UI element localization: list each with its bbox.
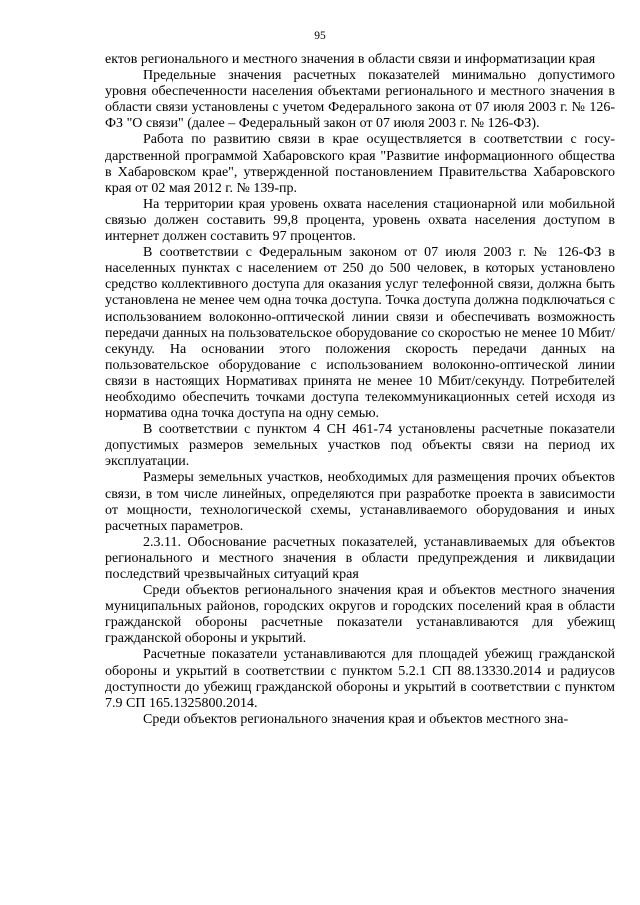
paragraph-3: Работа по развитию связи в крае осуществляется в соответствии с государственной программой Хабаровского края "Развитие информационного общества в Хабаровском крае", утвержденной постановлением Правительства Хабаровского края от 02 мая 2012 г. № 139-пр. <box>105 132 615 196</box>
paragraph-2: Предельные значения расчетных показателей минимально допустимого уровня обеспеченности населения объектами регионального и местного значения в области связи установлены с учетом Федерального закона от 07 июля 2003 г. № 126-ФЗ "О связи" (далее – Федеральный закон от 07 июля 2003 г. № 126-ФЗ). <box>105 68 615 132</box>
page-number: 95 <box>314 30 326 42</box>
paragraph-6: В соответствии с пунктом 4 СН 461-74 установлены расчетные показатели допустимых размеров земельных участков под объекты связи на период их эксплуатации. <box>105 422 615 470</box>
paragraph-4: На территории края уровень охвата населения стационарной или мобильной связью должен составить 99,8 процента, уровень охвата населения доступом в интернет должен составить 97 процентов. <box>105 196 615 245</box>
paragraph-1: ектов регионального и местного значения в области связи и информатизации края <box>105 52 596 67</box>
paragraph-10: Расчетные показатели устанавливаются для площадей убежищ гражданской обороны и укрытий в соответствии с пунктом 5.2.1 СП 88.13330.2014 и радиусов доступности до убежищ гражданской обороны и укрытий в соответствии с пунктом 7.9 СП 165.1325800.2014. <box>105 647 615 711</box>
document-body <box>105 52 615 728</box>
paragraph-7: Размеры земельных участков, необходимых для размещения прочих объектов связи, в том числе линейных, определяются при разработке проекта в зависимости от мощности, технологической схемы, устанавливаемого оборудования и иных расчетных параметров. <box>105 470 615 534</box>
paragraph-9: Среди объектов регионального значения края и объектов местного значения муниципальных районов, городских округов и городских поселений края в области гражданской обороны расчетные показатели устанавливаются для убежищ гражданской обороны и укрытий. <box>105 583 615 647</box>
paragraph-11: Среди объектов регионального значения края и объектов местного зна- <box>143 711 569 727</box>
paragraph-5: В соответствии с Федеральным законом от 07 июля 2003 г. № 126-ФЗ в населенных пунктах с населением от 250 до 500 человек, в которых установлено средство коллективного доступа для оказания услуг телефонной связи, должна быть установлена не менее чем одна точка доступа. Точка доступа должна подключаться с использованием волоконно-оптической линии связи и обеспечивать возможность передачи данных на пользовательское оборудование со скоростью не менее 10 Мбит/секунду. На основании этого положения скорость передачи данных на пользовательское оборудование с использованием волоконно-оптической линии связи в настоящих Нормативах принята не менее 10 Мбит/секунду. Потребителей необходимо обеспечить точками доступа телекоммуникационных сетей исходя из норматива одна точка доступа на одну семью. <box>105 245 615 422</box>
section-heading-2-3-11: 2.3.11. Обоснование расчетных показателей, устанавливаемых для объектов регионального и местного значения в области предупреждения и ликвидации последствий чрезвычайных ситуаций края <box>105 534 615 582</box>
